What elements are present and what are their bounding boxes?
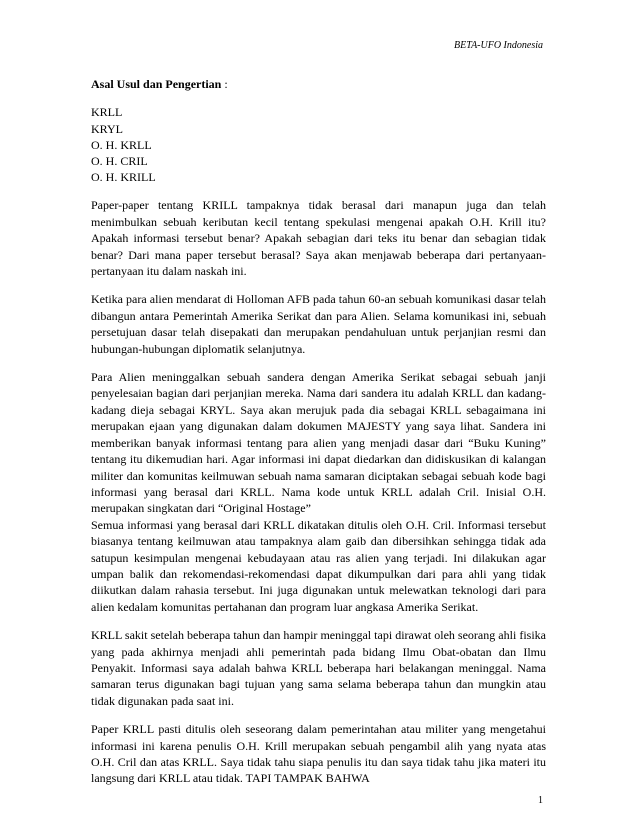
body-paragraph: Ketika para alien mendarat di Holloman AFB pada tahun 60-an sebuah komunikasi dasar telah dibangun antara Pemerintah Amerika Serikat dan para Alien. Selama komunikasi ini, sebuah persetujuan dasar telah disepakati dan merupakan pendahuluan untuk perjanjian resmi dan hubungan-hubungan diplomatik selanjutnya. <box>91 292 546 356</box>
section-heading <box>91 76 546 92</box>
alias-item: KRLL <box>91 105 123 120</box>
body-paragraph: Para Alien meninggalkan sebuah sandera dengan Amerika Serikat sebagai sebuah janji penyelesaian bagian dari perjanjian mereka. Nama dari sandera itu adalah KRLL dan kadang-kadang dieja sebagai KRYL. Saya akan merujuk pada dia sebagai KRLL sebagaimana ini merupakan ejaan yang digunakan dalam dokumen MAJESTY yang saya lihat. Sandera ini memberikan banyak informasi tentang para alien yang menjadi dasar dari “Buku Kuning” tentang itu dikemudian hari. Agar informasi ini dapat diedarkan dan didiskusikan di kalangan militer dan komunitas keilmuwan sebuah nama samaran diciptakan sebagai sebuah kode bagi informasi yang berasal dari KRLL. Nama kode untuk KRLL adalah Cril. Inisial O.H. merupakan singkatan dari “Original Hostage” <box>91 370 546 516</box>
body-paragraph: KRLL sakit setelah beberapa tahun dan hampir meninggal tapi dirawat oleh seorang ahli fisika yang pada akhirnya menjadi ahli pemerintah pada bidang Ilmu Obat-obatan dan Ilmu Penyakit. Informasi saya adalah bahwa KRLL beberapa hari belakangan meninggal. Nama samaran terus digunakan bagi tujuan yang sama selama beberapa tahun dan mungkin atau tidak digunakan pada saat ini. <box>91 628 546 708</box>
document-body <box>91 76 546 799</box>
body-paragraph: Semua informasi yang berasal dari KRLL dikatakan ditulis oleh O.H. Cril. Informasi tersebut biasanya tentang keilmuwan atau tampaknya alam gaib dan dibersihkan sehingga tidak ada satupun kesimpulan mengenai kebudayaan atau ras alien yang terjadi. Ini dilakukan agar umpan balik dan rekomendasi-rekomendasi dapat dikumpulkan dari para ahli yang tidak diikutkan dalam rahasia tersebut. Ini juga digunakan untuk melewatkan teknologi dari para alien kedalam komunitas pertahanan dan program luar angkasa Amerika Serikat. <box>91 517 546 614</box>
alias-item: O. H. KRILL <box>91 170 156 185</box>
alias-item: KRYL <box>91 121 124 136</box>
page-number: 1 <box>538 795 543 806</box>
section-title-suffix: : <box>221 77 228 91</box>
running-header: BETA-UFO Indonesia <box>454 40 543 51</box>
alias-list <box>91 104 546 185</box>
section-title: Asal Usul dan Pengertian <box>91 77 222 91</box>
alias-item: O. H. KRLL <box>91 137 152 152</box>
body-paragraph: Paper KRLL pasti ditulis oleh seseorang dalam pemerintahan atau militer yang mengetahui informasi ini karena penulis O.H. Krill merupakan sebuah pengambil alih yang nyata atas O.H. Cril dan atas KRLL. Saya tidak tahu siapa penulis itu dan saya tidak tahu jika materi itu langsung dari KRLL atau tidak. TAPI TAMPAK BAHWA <box>91 722 546 786</box>
body-paragraph: Paper-paper tentang KRILL tampaknya tidak berasal dari manapun juga dan telah menimbulkan sebuah keributan kecil tentang spekulasi mengenai apakah O.H. Krill itu?Apakah informasi tersebut benar? Apakah sebagian dari teks itu benar dan sebagian tidak benar? Dari mana paper tersebut berasal? Saya akan menjawab beberapa dari pertanyaan-pertanyaan itu dalam naskah ini. <box>91 198 546 279</box>
alias-item: O. H. CRIL <box>91 154 148 169</box>
